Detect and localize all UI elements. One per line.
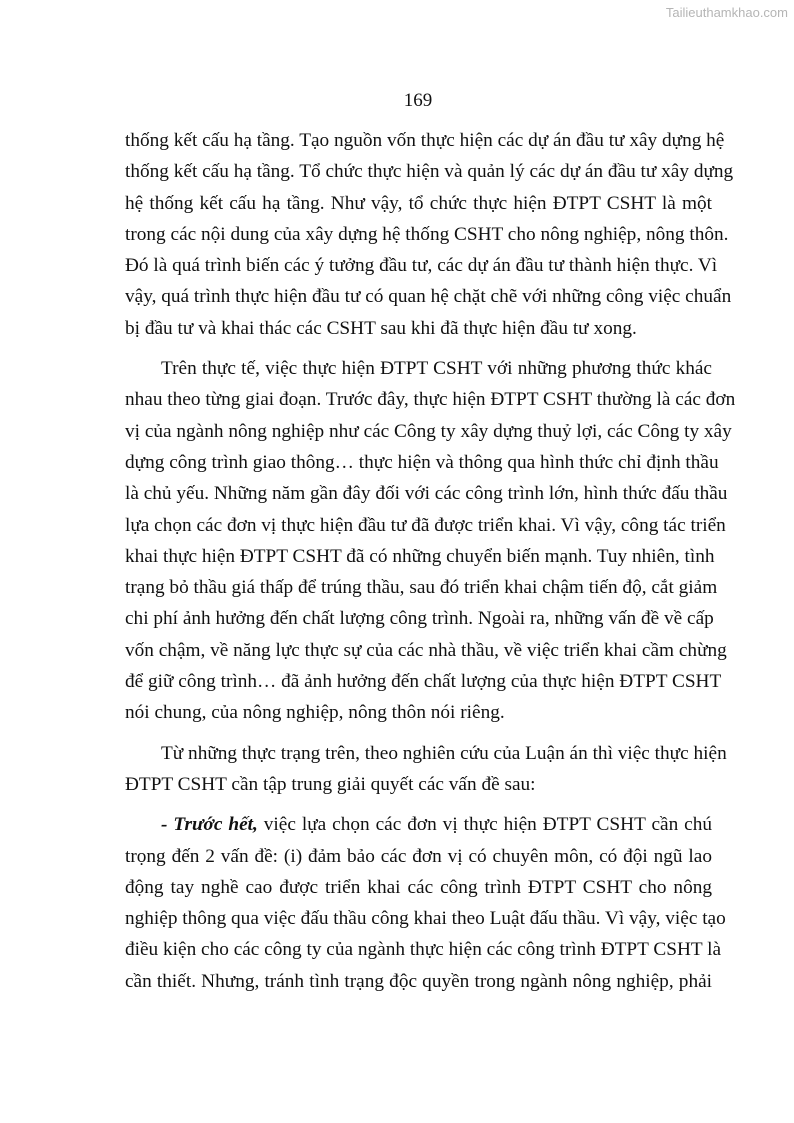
text-line: hệ thống kết cấu hạ tầng. Như vậy, tổ chức thực hiện ĐTPT CSHT là một (125, 192, 712, 214)
text-line: thống kết cấu hạ tầng. Tạo nguồn vốn thực hiện các dự án đầu tư xây dựng hệ (125, 130, 725, 151)
text-line: vậy, quá trình thực hiện đầu tư có quan hệ chặt chẽ với những công việc chuẩn (125, 286, 732, 308)
paragraph-3 (125, 738, 727, 801)
text-line: thống kết cấu hạ tầng. Tổ chức thực hiện và quản lý các dự án đầu tư xây dựng (125, 161, 734, 183)
text-line: nói chung, của nông nghiệp, nông thôn nói riêng. (125, 702, 505, 724)
text-line: vốn chậm, về năng lực thực sự của các nhà thầu, về việc triển khai cầm chừng (125, 639, 727, 661)
paragraph-1 (125, 125, 734, 344)
text-line: dựng công trình giao thông… thực hiện và thông qua hình thức chỉ định thầu (125, 451, 719, 473)
line-text: việc lựa chọn các đơn vị thực hiện ĐTPT CSHT cần chú (257, 814, 713, 836)
text-line: khai thực hiện ĐTPT CSHT đã có những chuyển biến mạnh. Tuy nhiên, tình (125, 545, 715, 567)
text-line: trạng bỏ thầu giá thấp để trúng thầu, sau đó triển khai chậm tiến độ, cắt giảm (125, 577, 718, 599)
text-line: bị đầu tư và khai thác các CSHT sau khi đã thực hiện đầu tư xong. (125, 317, 637, 339)
paragraph-4 (125, 809, 726, 997)
page-number: 169 (403, 90, 433, 111)
text-line (125, 809, 712, 840)
watermark: Tailieuthamkhao.com (665, 5, 788, 20)
text-line: điều kiện cho các công ty của ngành thực hiện các công trình ĐTPT CSHT là (125, 939, 722, 961)
document-body (125, 125, 736, 1006)
paragraph-2 (125, 353, 736, 729)
text-line: ĐTPT CSHT cần tập trung giải quyết các vấn đề sau: (125, 773, 536, 795)
text-line: Từ những thực trạng trên, theo nghiên cứu của Luận án thì việc thực hiện (161, 742, 727, 764)
text-line: nghiệp thông qua việc đấu thầu công khai theo Luật đấu thầu. Vì vậy, việc tạo (125, 908, 726, 930)
text-line: Trên thực tế, việc thực hiện ĐTPT CSHT với những phương thức khác (161, 358, 712, 380)
text-line: nhau theo từng giai đoạn. Trước đây, thực hiện ĐTPT CSHT thường là các đơn (125, 389, 736, 411)
text-line: trong các nội dung của xây dựng hệ thống CSHT cho nông nghiệp, nông thôn. (125, 223, 729, 245)
text-line: Đó là quá trình biến các ý tưởng đầu tư, các dự án đầu tư thành hiện thực. Vì (125, 255, 718, 277)
text-line: vị của ngành nông nghiệp như các Công ty xây dựng thuỷ lợi, các Công ty xây (125, 420, 732, 442)
text-line: động tay nghề cao được triển khai các công trình ĐTPT CSHT cho nông (125, 876, 712, 898)
lead-phrase: - Trước hết, (161, 814, 258, 836)
text-line: để giữ công trình… đã ảnh hưởng đến chất lượng của thực hiện ĐTPT CSHT (125, 671, 722, 693)
text-line: lựa chọn các đơn vị thực hiện đầu tư đã được triển khai. Vì vậy, công tác triển (125, 514, 726, 536)
text-line: chi phí ảnh hưởng đến chất lượng công trình. Ngoài ra, những vấn đề về cấp (125, 608, 714, 630)
text-line: cần thiết. Nhưng, tránh tình trạng độc quyền trong ngành nông nghiệp, phải (125, 970, 712, 992)
text-line: trọng đến 2 vấn đề: (i) đảm bảo các đơn vị có chuyên môn, có đội ngũ lao (125, 845, 712, 867)
text-line: là chủ yếu. Những năm gần đây đối với các công trình lớn, hình thức đấu thầu (125, 483, 728, 505)
